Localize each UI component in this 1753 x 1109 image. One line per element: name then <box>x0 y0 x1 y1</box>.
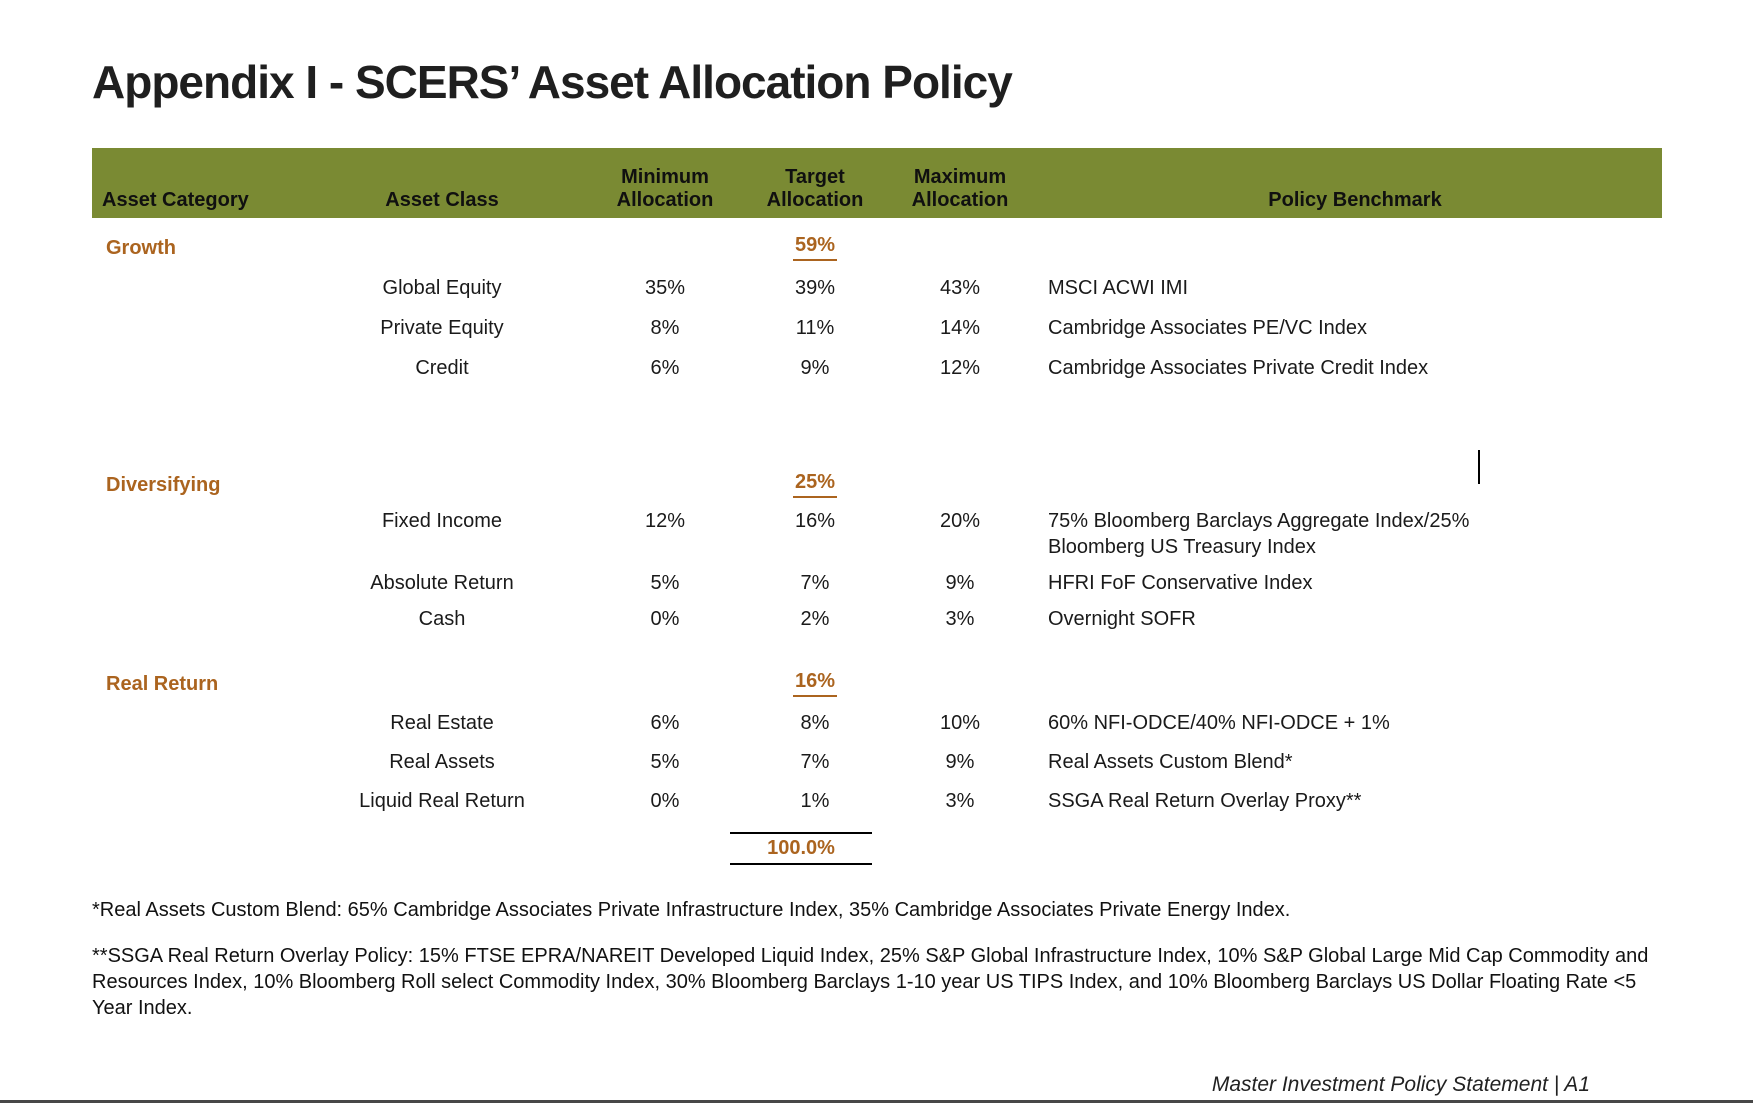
footnote-real-assets: *Real Assets Custom Blend: 65% Cambridge Associates Private Infrastructure Index, 35% Cambridge Associates Private Energy Index. <box>92 899 1291 921</box>
cell-policy-benchmark: Real Assets Custom Blend* <box>1048 751 1293 773</box>
asset-category-section <box>92 668 1662 814</box>
cell-max-allocation: 9% <box>945 751 975 773</box>
bottom-rule <box>0 1100 1753 1103</box>
cell-asset-class: Absolute Return <box>370 572 514 594</box>
category-target-total: 25% <box>793 469 837 498</box>
table-header-row <box>92 148 1662 218</box>
cell-max-allocation: 14% <box>939 317 981 339</box>
cell-target-allocation: 39% <box>794 277 836 299</box>
cell-asset-class: Private Equity <box>380 317 504 339</box>
cell-target-allocation: 9% <box>800 357 830 379</box>
page-title: Appendix I - SCERS’ Asset Allocation Policy <box>92 56 1012 108</box>
cell-asset-class: Real Assets <box>389 751 495 773</box>
cell-asset-class: Credit <box>415 357 469 379</box>
cell-min-allocation: 5% <box>650 572 680 594</box>
cell-max-allocation: 10% <box>939 712 981 734</box>
footnote-ssga-overlay: **SSGA Real Return Overlay Policy: 15% FTSE EPRA/NAREIT Developed Liquid Index, 25% S&P Global Infrastructure Index, 10% S&P Global Large Mid Cap Commodity and Resources Index, 10% Bloomberg Roll select Commodity Index, 30% Bloomberg Barclays 1-10 year US TIPS Index, and 10% Bloomberg Barclays US Dollar Floating Rate <5 Year Index. <box>92 945 1649 1019</box>
category-target-total: 59% <box>793 232 837 261</box>
cell-max-allocation: 3% <box>945 790 975 812</box>
cell-asset-class: Global Equity <box>382 277 502 299</box>
asset-category-section <box>92 469 1662 632</box>
header-min-allocation: Minimum Allocation <box>616 166 714 211</box>
asset-category-section <box>92 232 1662 381</box>
category-target-total-cell <box>758 668 872 697</box>
cell-max-allocation: 43% <box>939 277 981 299</box>
category-row <box>92 232 1662 261</box>
grand-total: 100.0% <box>730 832 872 865</box>
header-max-allocation: Maximum Allocation <box>911 166 1009 211</box>
header-asset-category: Asset Category <box>102 189 249 211</box>
table-body <box>92 232 1662 814</box>
cell-min-allocation: 0% <box>650 608 680 630</box>
category-row <box>92 469 1662 498</box>
category-target-total: 16% <box>793 668 837 697</box>
section-rows <box>92 508 1662 632</box>
cell-target-allocation: 8% <box>800 712 830 734</box>
cell-asset-class: Real Estate <box>390 712 494 734</box>
cell-policy-benchmark: Overnight SOFR <box>1048 608 1196 630</box>
cell-target-allocation: 2% <box>800 608 830 630</box>
cell-target-allocation: 7% <box>800 751 830 773</box>
cell-policy-benchmark: MSCI ACWI IMI <box>1048 277 1188 299</box>
cell-policy-benchmark: SSGA Real Return Overlay Proxy** <box>1048 790 1362 812</box>
category-target-total-cell <box>758 232 872 261</box>
category-row <box>92 668 1662 697</box>
cell-min-allocation: 0% <box>650 790 680 812</box>
header-asset-class: Asset Class <box>385 189 499 211</box>
cell-policy-benchmark: HFRI FoF Conservative Index <box>1048 572 1313 594</box>
cell-asset-class: Liquid Real Return <box>359 790 525 812</box>
category-label: Diversifying <box>106 474 221 496</box>
table-row <box>92 275 1662 301</box>
table-row <box>92 315 1662 341</box>
cell-policy-benchmark: Cambridge Associates PE/VC Index <box>1048 317 1368 339</box>
cell-min-allocation: 12% <box>644 510 686 532</box>
category-label: Real Return <box>106 673 219 695</box>
header-target-allocation: Target Allocation <box>766 166 864 211</box>
category-label: Growth <box>106 237 176 259</box>
cell-min-allocation: 8% <box>650 317 680 339</box>
cell-asset-class: Cash <box>418 608 466 630</box>
cell-target-allocation: 16% <box>794 510 836 532</box>
table-row <box>92 355 1662 381</box>
table-row <box>92 749 1662 775</box>
cell-min-allocation: 6% <box>650 357 680 379</box>
header-policy-benchmark: Policy Benchmark <box>1268 189 1442 211</box>
cell-max-allocation: 9% <box>945 572 975 594</box>
cell-target-allocation: 11% <box>795 317 835 339</box>
cell-policy-benchmark: Cambridge Associates Private Credit Index <box>1048 357 1429 379</box>
cell-max-allocation: 3% <box>945 608 975 630</box>
cell-target-allocation: 1% <box>800 790 830 812</box>
cell-min-allocation: 5% <box>650 751 680 773</box>
table-row <box>92 570 1662 596</box>
cell-policy-benchmark: 75% Bloomberg Barclays Aggregate Index/25% Bloomberg US Treasury Index <box>1048 510 1470 558</box>
table-row <box>92 606 1662 632</box>
table-row <box>92 710 1662 736</box>
category-target-total-cell <box>758 469 872 498</box>
section-rows <box>92 275 1662 381</box>
table-row <box>92 508 1662 560</box>
cell-policy-benchmark: 60% NFI-ODCE/40% NFI-ODCE + 1% <box>1048 712 1390 734</box>
cell-max-allocation: 12% <box>939 357 981 379</box>
cell-target-allocation: 7% <box>800 572 830 594</box>
page-footer: Master Investment Policy Statement | A1 <box>1211 1073 1590 1096</box>
cell-asset-class: Fixed Income <box>381 510 503 532</box>
cell-max-allocation: 20% <box>939 510 981 532</box>
section-rows <box>92 710 1662 814</box>
cell-min-allocation: 35% <box>644 277 686 299</box>
cell-min-allocation: 6% <box>650 712 680 734</box>
text-cursor <box>1478 450 1480 484</box>
table-row <box>92 788 1662 814</box>
page-content <box>92 0 1662 1097</box>
